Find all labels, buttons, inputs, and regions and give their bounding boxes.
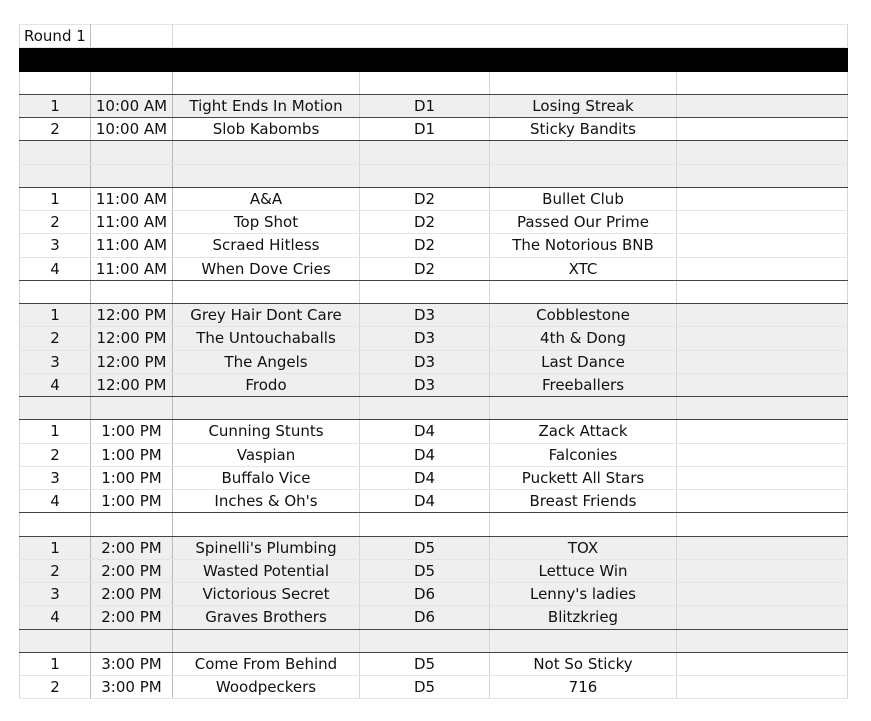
home-team-cell[interactable]: The Angels [173, 350, 360, 373]
home-team-cell[interactable]: Vaspian [173, 443, 360, 466]
home-team-cell[interactable]: Grey Hair Dont Care [173, 304, 360, 327]
game-time-cell[interactable]: 1:00 PM [91, 420, 173, 443]
away-team-cell[interactable]: Losing Streak [490, 94, 677, 117]
game-number-cell[interactable] [20, 629, 91, 652]
match-row [20, 559, 848, 582]
game-time-cell[interactable] [91, 629, 173, 652]
game-number-cell[interactable] [20, 280, 91, 303]
game-time-cell[interactable]: 2:00 PM [91, 606, 173, 629]
match-row [20, 652, 848, 675]
match-row [20, 466, 848, 489]
extra-cell[interactable] [677, 420, 848, 443]
extra-cell[interactable] [677, 118, 848, 141]
away-team-cell[interactable]: Freeballers [490, 373, 677, 396]
away-team-cell[interactable] [490, 164, 677, 187]
home-team-cell[interactable]: The Untouchaballs [173, 327, 360, 350]
home-team-cell[interactable]: Inches & Oh's [173, 490, 360, 513]
home-team-cell[interactable]: Woodpeckers [173, 676, 360, 699]
game-number-cell[interactable]: 4 [20, 490, 91, 513]
game-number-cell[interactable]: 1 [20, 187, 91, 210]
division-cell[interactable]: D3 [360, 304, 490, 327]
division-cell[interactable]: D1 [360, 118, 490, 141]
extra-cell[interactable] [677, 234, 848, 257]
game-time-cell[interactable]: 1:00 PM [91, 443, 173, 466]
game-number-cell[interactable]: 3 [20, 583, 91, 606]
game-number-cell[interactable]: 2 [20, 443, 91, 466]
game-number-cell[interactable]: 2 [20, 118, 91, 141]
schedule-body [20, 25, 848, 699]
spacer-row [20, 397, 848, 420]
division-cell[interactable]: D4 [360, 420, 490, 443]
game-time-cell[interactable]: 2:00 PM [91, 536, 173, 559]
extra-cell[interactable] [677, 490, 848, 513]
game-number-cell[interactable]: 4 [20, 373, 91, 396]
match-row [20, 606, 848, 629]
home-team-cell[interactable]: Slob Kabombs [173, 118, 360, 141]
spacer-row [20, 280, 848, 303]
away-team-cell[interactable]: Passed Our Prime [490, 211, 677, 234]
home-team-cell[interactable]: Scraed Hitless [173, 234, 360, 257]
match-row [20, 94, 848, 117]
spacer-row [20, 71, 848, 94]
extra-cell[interactable] [677, 676, 848, 699]
game-time-cell[interactable]: 10:00 AM [91, 94, 173, 117]
division-cell[interactable]: D6 [360, 606, 490, 629]
schedule-table [19, 24, 848, 699]
game-time-cell[interactable]: 12:00 PM [91, 304, 173, 327]
extra-cell[interactable] [677, 327, 848, 350]
away-team-cell[interactable] [490, 629, 677, 652]
division-cell[interactable]: D5 [360, 676, 490, 699]
away-team-cell[interactable] [490, 71, 677, 94]
spacer-row [20, 141, 848, 164]
game-time-cell[interactable]: 2:00 PM [91, 583, 173, 606]
home-team-cell[interactable]: Graves Brothers [173, 606, 360, 629]
match-row [20, 257, 848, 280]
home-team-cell[interactable] [173, 164, 360, 187]
home-team-cell[interactable] [173, 141, 360, 164]
away-team-cell[interactable]: Lettuce Win [490, 559, 677, 582]
away-team-cell[interactable] [490, 280, 677, 303]
extra-cell[interactable] [677, 466, 848, 489]
away-team-cell[interactable]: Last Dance [490, 350, 677, 373]
division-cell[interactable] [360, 141, 490, 164]
extra-cell[interactable] [677, 187, 848, 210]
game-time-cell[interactable]: 11:00 AM [91, 211, 173, 234]
extra-cell[interactable] [677, 71, 848, 94]
home-team-cell[interactable]: Come From Behind [173, 652, 360, 675]
game-number-cell[interactable]: 3 [20, 466, 91, 489]
game-number-cell[interactable] [20, 141, 91, 164]
away-team-cell[interactable]: Falconies [490, 443, 677, 466]
game-time-cell[interactable] [91, 71, 173, 94]
spacer-row [20, 513, 848, 536]
extra-cell[interactable] [677, 397, 848, 420]
away-team-cell[interactable]: 716 [490, 676, 677, 699]
division-cell[interactable]: D5 [360, 536, 490, 559]
extra-cell[interactable] [677, 536, 848, 559]
cell[interactable] [173, 25, 848, 48]
black-banner [20, 48, 848, 71]
division-cell[interactable]: D3 [360, 373, 490, 396]
division-cell[interactable]: D4 [360, 490, 490, 513]
away-team-cell[interactable] [490, 397, 677, 420]
division-cell[interactable]: D3 [360, 327, 490, 350]
extra-cell[interactable] [677, 606, 848, 629]
game-number-cell[interactable]: 2 [20, 211, 91, 234]
away-team-cell[interactable]: TOX [490, 536, 677, 559]
home-team-cell[interactable] [173, 280, 360, 303]
match-row [20, 327, 848, 350]
home-team-cell[interactable] [173, 397, 360, 420]
game-number-cell[interactable]: 1 [20, 536, 91, 559]
game-time-cell[interactable] [91, 164, 173, 187]
home-team-cell[interactable] [173, 629, 360, 652]
extra-cell[interactable] [677, 513, 848, 536]
game-number-cell[interactable] [20, 71, 91, 94]
away-team-cell[interactable]: Zack Attack [490, 420, 677, 443]
away-team-cell[interactable]: Blitzkrieg [490, 606, 677, 629]
home-team-cell[interactable]: Frodo [173, 373, 360, 396]
home-team-cell[interactable]: Cunning Stunts [173, 420, 360, 443]
extra-cell[interactable] [677, 559, 848, 582]
game-time-cell[interactable]: 12:00 PM [91, 373, 173, 396]
away-team-cell[interactable] [490, 141, 677, 164]
match-row [20, 676, 848, 699]
spacer-row [20, 164, 848, 187]
extra-cell[interactable] [677, 304, 848, 327]
match-row [20, 187, 848, 210]
division-cell[interactable] [360, 164, 490, 187]
division-cell[interactable]: D2 [360, 211, 490, 234]
game-time-cell[interactable] [91, 280, 173, 303]
extra-cell[interactable] [677, 94, 848, 117]
away-team-cell[interactable]: The Notorious BNB [490, 234, 677, 257]
division-cell[interactable] [360, 280, 490, 303]
game-number-cell[interactable] [20, 164, 91, 187]
match-row [20, 373, 848, 396]
extra-cell[interactable] [677, 280, 848, 303]
game-time-cell[interactable]: 10:00 AM [91, 118, 173, 141]
division-cell[interactable]: D6 [360, 583, 490, 606]
division-cell[interactable] [360, 629, 490, 652]
extra-cell[interactable] [677, 373, 848, 396]
black-banner-row [20, 48, 848, 71]
away-team-cell[interactable]: Lenny's ladies [490, 583, 677, 606]
match-row [20, 350, 848, 373]
extra-cell[interactable] [677, 652, 848, 675]
match-row [20, 118, 848, 141]
game-time-cell[interactable] [91, 513, 173, 536]
match-row [20, 234, 848, 257]
home-team-cell[interactable]: Top Shot [173, 211, 360, 234]
home-team-cell[interactable]: Buffalo Vice [173, 466, 360, 489]
game-time-cell[interactable]: 11:00 AM [91, 187, 173, 210]
game-number-cell[interactable]: 3 [20, 234, 91, 257]
game-number-cell[interactable]: 1 [20, 420, 91, 443]
home-team-cell[interactable]: A&A [173, 187, 360, 210]
game-time-cell[interactable]: 11:00 AM [91, 234, 173, 257]
game-number-cell[interactable]: 4 [20, 257, 91, 280]
extra-cell[interactable] [677, 350, 848, 373]
division-cell[interactable]: D2 [360, 234, 490, 257]
division-cell[interactable] [360, 397, 490, 420]
away-team-cell[interactable]: Puckett All Stars [490, 466, 677, 489]
division-cell[interactable]: D5 [360, 559, 490, 582]
game-time-cell[interactable]: 1:00 PM [91, 490, 173, 513]
home-team-cell[interactable]: When Dove Cries [173, 257, 360, 280]
extra-cell[interactable] [677, 257, 848, 280]
game-number-cell[interactable]: 1 [20, 652, 91, 675]
spacer-row [20, 629, 848, 652]
division-cell[interactable]: D4 [360, 466, 490, 489]
division-cell[interactable]: D4 [360, 443, 490, 466]
extra-cell[interactable] [677, 443, 848, 466]
game-time-cell[interactable]: 12:00 PM [91, 327, 173, 350]
home-team-cell[interactable]: Spinelli's Plumbing [173, 536, 360, 559]
away-team-cell[interactable]: Sticky Bandits [490, 118, 677, 141]
match-row [20, 583, 848, 606]
game-number-cell[interactable] [20, 397, 91, 420]
game-number-cell[interactable]: 2 [20, 676, 91, 699]
round-title[interactable]: Round 1 [20, 25, 91, 48]
home-team-cell[interactable]: Tight Ends In Motion [173, 94, 360, 117]
division-cell[interactable]: D5 [360, 652, 490, 675]
away-team-cell[interactable]: Not So Sticky [490, 652, 677, 675]
game-number-cell[interactable]: 2 [20, 327, 91, 350]
away-team-cell[interactable]: Breast Friends [490, 490, 677, 513]
game-number-cell[interactable]: 2 [20, 559, 91, 582]
game-time-cell[interactable]: 2:00 PM [91, 559, 173, 582]
game-number-cell[interactable] [20, 513, 91, 536]
match-row [20, 211, 848, 234]
away-team-cell[interactable]: Bullet Club [490, 187, 677, 210]
game-time-cell[interactable]: 1:00 PM [91, 466, 173, 489]
match-row [20, 443, 848, 466]
game-number-cell[interactable]: 1 [20, 94, 91, 117]
division-cell[interactable]: D1 [360, 94, 490, 117]
extra-cell[interactable] [677, 211, 848, 234]
home-team-cell[interactable] [173, 513, 360, 536]
cell[interactable] [91, 25, 173, 48]
match-row [20, 536, 848, 559]
game-time-cell[interactable]: 11:00 AM [91, 257, 173, 280]
home-team-cell[interactable]: Wasted Potential [173, 559, 360, 582]
game-number-cell[interactable]: 3 [20, 350, 91, 373]
away-team-cell[interactable]: XTC [490, 257, 677, 280]
title-row [20, 25, 848, 48]
away-team-cell[interactable] [490, 513, 677, 536]
game-number-cell[interactable]: 1 [20, 304, 91, 327]
game-time-cell[interactable] [91, 397, 173, 420]
match-row [20, 304, 848, 327]
away-team-cell[interactable]: Cobblestone [490, 304, 677, 327]
division-cell[interactable]: D3 [360, 350, 490, 373]
game-time-cell[interactable]: 3:00 PM [91, 676, 173, 699]
extra-cell[interactable] [677, 629, 848, 652]
home-team-cell[interactable]: Victorious Secret [173, 583, 360, 606]
division-cell[interactable] [360, 513, 490, 536]
game-time-cell[interactable]: 3:00 PM [91, 652, 173, 675]
extra-cell[interactable] [677, 164, 848, 187]
game-time-cell[interactable]: 12:00 PM [91, 350, 173, 373]
extra-cell[interactable] [677, 583, 848, 606]
game-time-cell[interactable] [91, 141, 173, 164]
game-number-cell[interactable]: 4 [20, 606, 91, 629]
division-cell[interactable]: D2 [360, 187, 490, 210]
match-row [20, 420, 848, 443]
division-cell[interactable]: D2 [360, 257, 490, 280]
home-team-cell[interactable] [173, 71, 360, 94]
extra-cell[interactable] [677, 141, 848, 164]
division-cell[interactable] [360, 71, 490, 94]
away-team-cell[interactable]: 4th & Dong [490, 327, 677, 350]
match-row [20, 490, 848, 513]
